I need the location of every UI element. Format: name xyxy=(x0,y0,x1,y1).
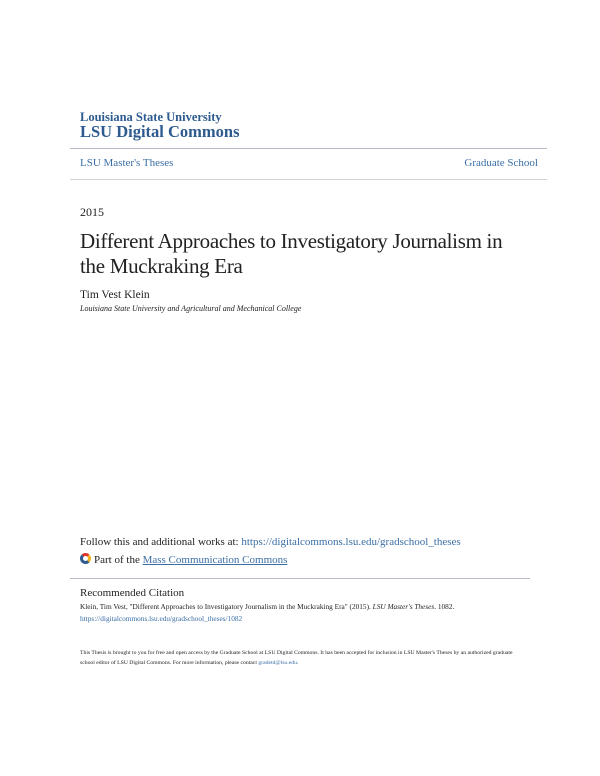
citation-body: Klein, Tim Vest, "Different Approaches to Investigatory Journalism in the Muckraking Era" (2015). xyxy=(80,602,373,611)
author: Tim Vest Klein xyxy=(80,289,150,301)
access-notice xyxy=(80,648,525,668)
nav-divider xyxy=(70,179,547,180)
citation-url[interactable]: https://digitalcommons.lsu.edu/gradschool_theses/1082 xyxy=(80,614,243,623)
citation-heading: Recommended Citation xyxy=(80,587,185,599)
notice-end: . xyxy=(296,660,299,666)
series-link[interactable]: LSU Master's Theses xyxy=(80,157,174,169)
follow-line xyxy=(80,536,461,548)
header-divider xyxy=(70,148,547,149)
citation-divider xyxy=(70,578,530,579)
document-title: Different Approaches to Investigatory Journalism in the Muckraking Era xyxy=(80,229,503,278)
part-of-line xyxy=(80,553,287,566)
university-name: Louisiana State University xyxy=(80,110,222,124)
bepress-commons-icon xyxy=(80,553,91,564)
citation-number: . 1082. xyxy=(434,602,455,611)
school-link[interactable]: Graduate School xyxy=(464,157,538,169)
citation-series: LSU Master's Theses xyxy=(372,602,435,611)
contact-email-link[interactable]: gradetd@lsu.edu xyxy=(258,660,297,666)
citation-text xyxy=(80,602,454,611)
commons-link[interactable]: Mass Communication Commons xyxy=(142,554,288,566)
part-of-label: Part of the xyxy=(94,554,143,566)
affiliation: Louisiana State University and Agricultural and Mechanical College xyxy=(80,304,302,313)
repository-name[interactable]: LSU Digital Commons xyxy=(80,122,240,141)
collection-link[interactable]: https://digitalcommons.lsu.edu/gradschool_theses xyxy=(241,536,461,548)
notice-body: This Thesis is brought to you for free and open access by the Graduate School at LSU Digital Commons. It has been accepted for inclusion in LSU Master's Theses by an authorized graduate school editor of LSU Digital Commons. For more information, please contact xyxy=(80,650,513,666)
year: 2015 xyxy=(80,205,104,219)
follow-label: Follow this and additional works at: xyxy=(80,536,242,548)
